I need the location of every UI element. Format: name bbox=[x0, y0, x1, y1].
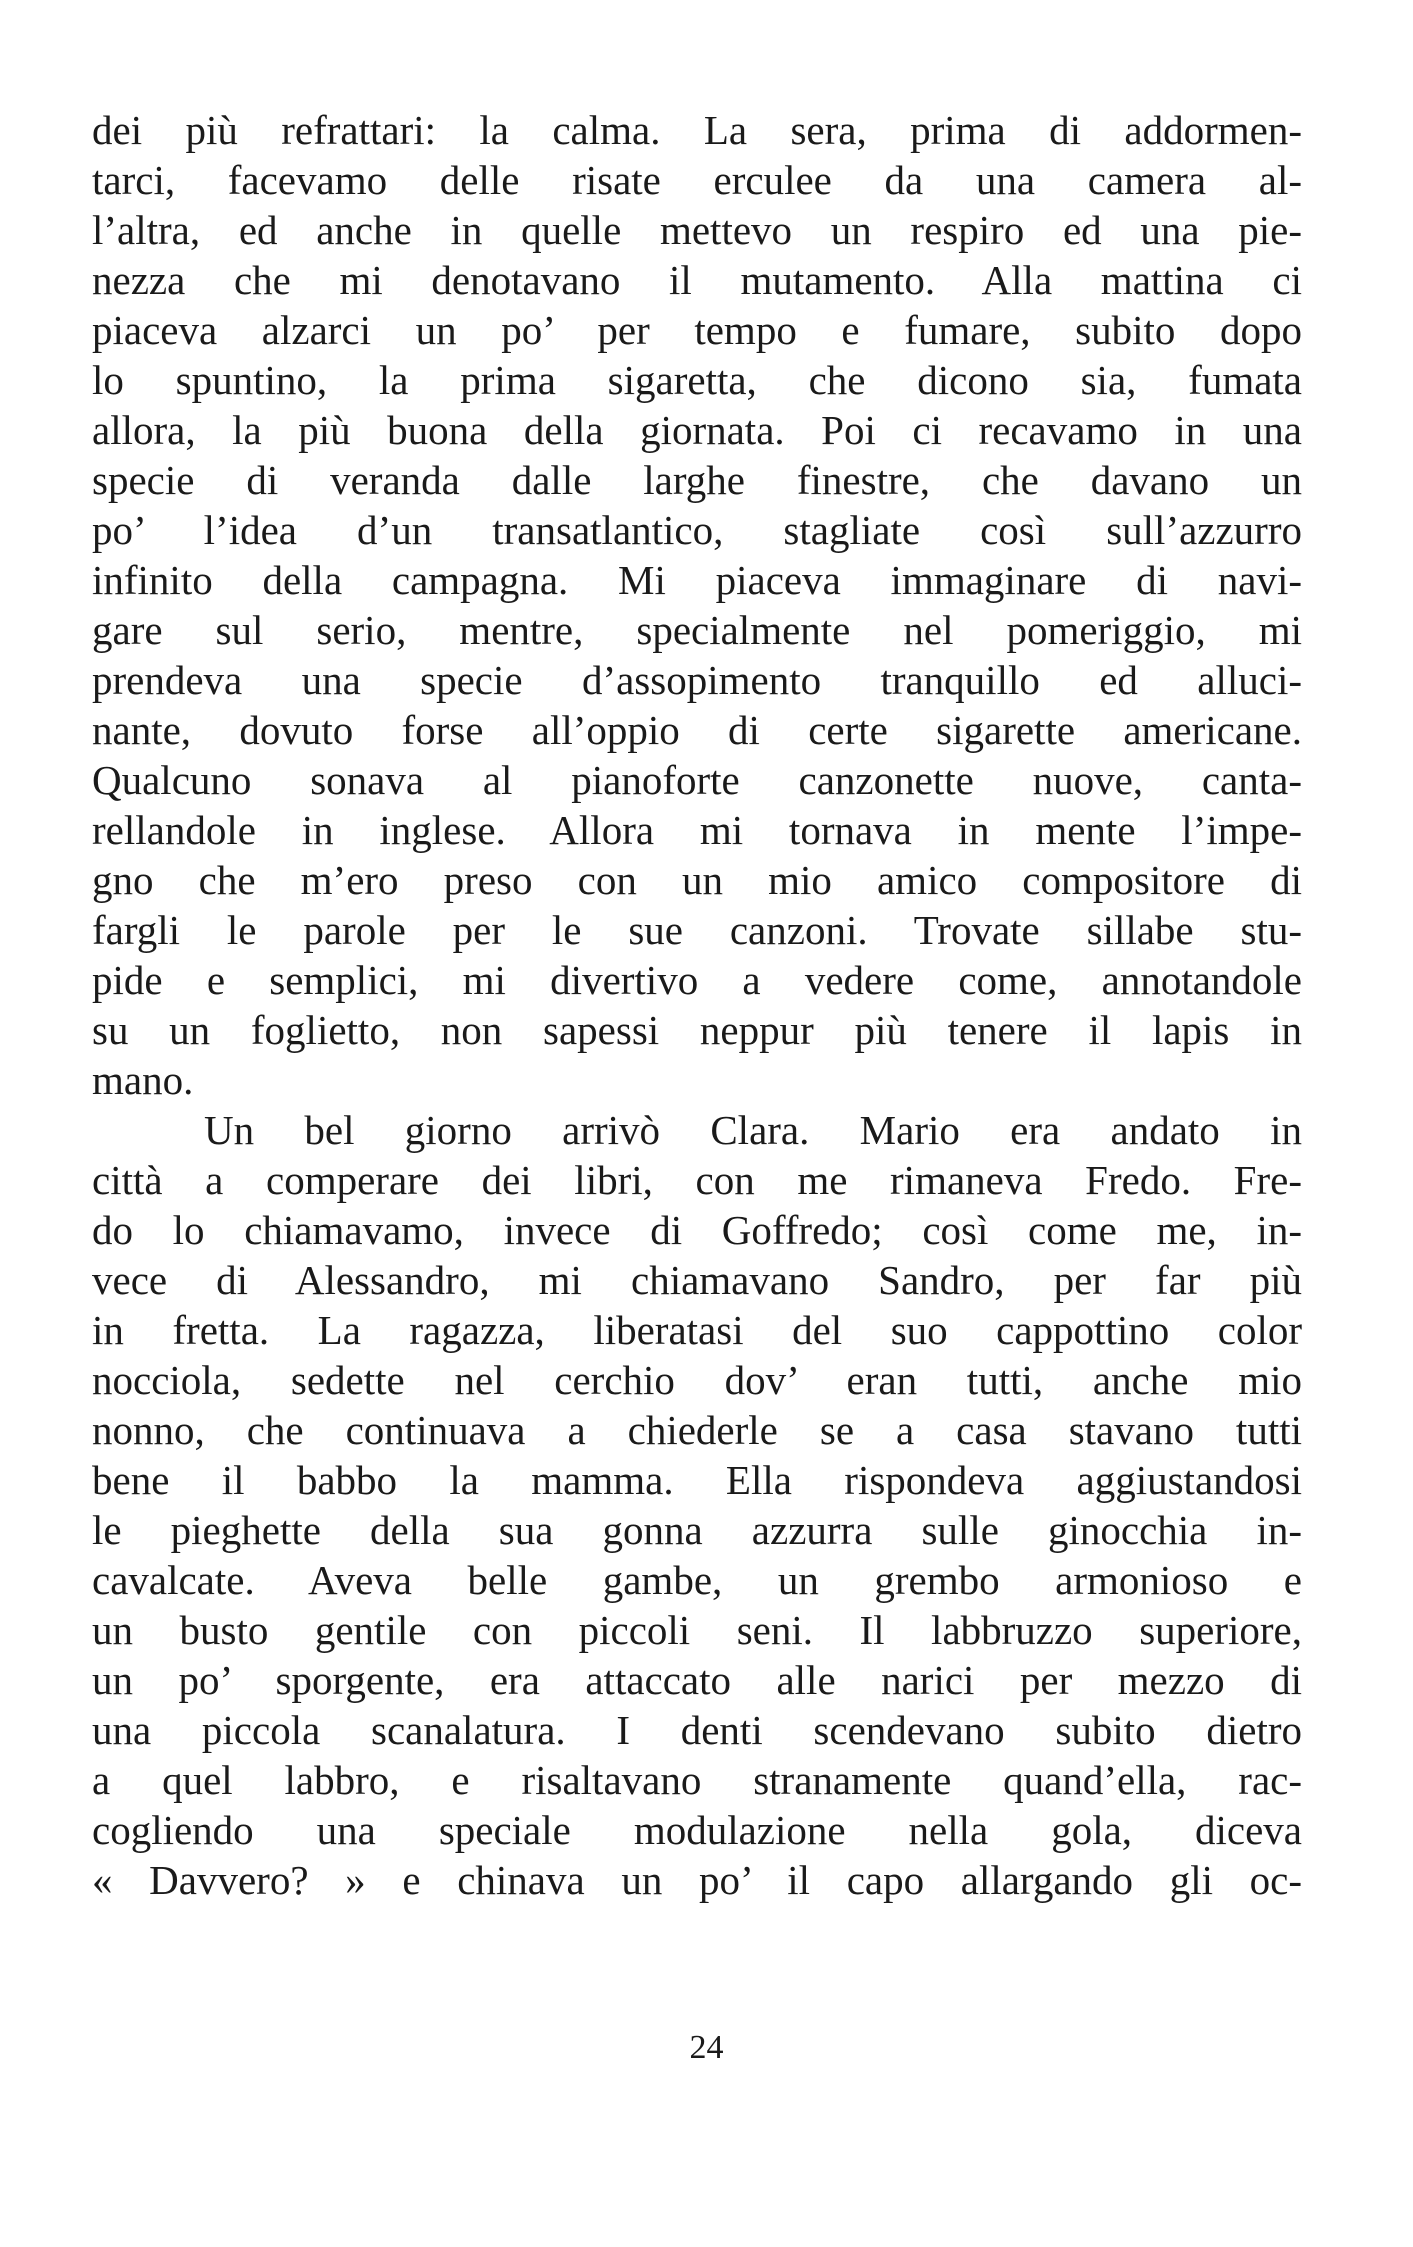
text-line: pide e semplici, mi divertivo a vedere come, annotandole bbox=[92, 957, 1302, 1003]
text-line: in fretta. La ragazza, liberatasi del suo cappottino color bbox=[92, 1307, 1302, 1353]
text-line: allora, la più buona della giornata. Poi ci recavamo in una bbox=[92, 407, 1302, 453]
text-line: po’ l’idea d’un transatlantico, stagliate così sull’azzurro bbox=[92, 507, 1302, 553]
text-line: nezza che mi denotavano il mutamento. Alla mattina ci bbox=[92, 257, 1302, 303]
text-line: a quel labbro, e risaltavano stranamente quand’ella, rac- bbox=[92, 1757, 1302, 1803]
text-line: rellandole in inglese. Allora mi tornava in mente l’impe- bbox=[92, 807, 1302, 853]
text-line: nonno, che continuava a chiederle se a casa stavano tutti bbox=[92, 1407, 1302, 1453]
text-line: do lo chiamavamo, invece di Goffredo; così come me, in- bbox=[92, 1207, 1302, 1253]
text-line: infinito della campagna. Mi piaceva immaginare di navi- bbox=[92, 557, 1302, 603]
text-line: « Davvero? » e chinava un po’ il capo allargando gli oc- bbox=[92, 1857, 1302, 1903]
text-line: su un foglietto, non sapessi neppur più tenere il lapis in bbox=[92, 1007, 1302, 1053]
text-line: lo spuntino, la prima sigaretta, che dicono sia, fumata bbox=[92, 357, 1302, 403]
text-line: cavalcate. Aveva belle gambe, un grembo armonioso e bbox=[92, 1557, 1302, 1603]
text-line: Qualcuno sonava al pianoforte canzonette nuove, canta- bbox=[92, 757, 1302, 803]
text-line: fargli le parole per le sue canzoni. Trovate sillabe stu- bbox=[92, 907, 1302, 953]
body-text bbox=[92, 105, 1302, 1905]
text-line: l’altra, ed anche in quelle mettevo un respiro ed una pie- bbox=[92, 207, 1302, 253]
text-line: bene il babbo la mamma. Ella rispondeva aggiustandosi bbox=[92, 1457, 1302, 1503]
text-line: un po’ sporgente, era attaccato alle narici per mezzo di bbox=[92, 1657, 1302, 1703]
text-line: specie di veranda dalle larghe finestre, che davano un bbox=[92, 457, 1302, 503]
text-line: gno che m’ero preso con un mio amico compositore di bbox=[92, 857, 1302, 903]
text-line: cogliendo una speciale modulazione nella gola, diceva bbox=[92, 1807, 1302, 1853]
text-line: le pieghette della sua gonna azzurra sulle ginocchia in- bbox=[92, 1507, 1302, 1553]
page-number: 24 bbox=[689, 2029, 724, 2066]
text-line: vece di Alessandro, mi chiamavano Sandro, per far più bbox=[92, 1257, 1302, 1303]
text-line: città a comperare dei libri, con me rimaneva Fredo. Fre- bbox=[92, 1157, 1302, 1203]
text-line: dei più refrattari: la calma. La sera, prima di addormen- bbox=[92, 107, 1302, 153]
text-line-paragraph-end: mano. bbox=[92, 1057, 194, 1103]
text-line: tarci, facevamo delle risate erculee da una camera al- bbox=[92, 157, 1302, 203]
text-line-paragraph-start: Un bel giorno arrivò Clara. Mario era andato in bbox=[204, 1107, 1302, 1153]
text-line: una piccola scanalatura. I denti scendevano subito dietro bbox=[92, 1707, 1302, 1753]
text-line: nante, dovuto forse all’oppio di certe sigarette americane. bbox=[92, 707, 1302, 753]
text-line: nocciola, sedette nel cerchio dov’ eran tutti, anche mio bbox=[92, 1357, 1302, 1403]
text-line: piaceva alzarci un po’ per tempo e fumare, subito dopo bbox=[92, 307, 1302, 353]
text-line: gare sul serio, mentre, specialmente nel pomeriggio, mi bbox=[92, 607, 1302, 653]
text-line: un busto gentile con piccoli seni. Il labbruzzo superiore, bbox=[92, 1607, 1302, 1653]
text-line: prendeva una specie d’assopimento tranquillo ed alluci- bbox=[92, 657, 1302, 703]
